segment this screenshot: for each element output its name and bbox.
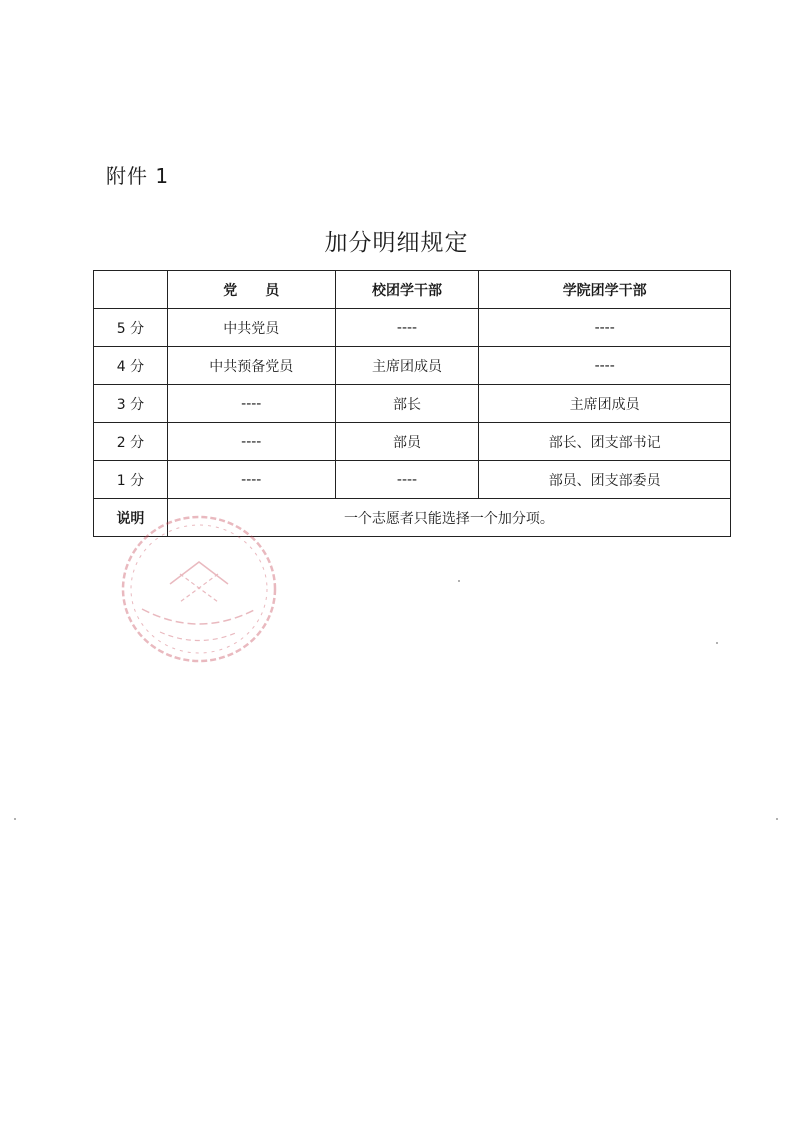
college-cell: 主席团成员	[479, 385, 731, 423]
school-cell: 部员	[335, 423, 479, 461]
attachment-label: 附件 1	[106, 164, 170, 188]
header-school-cadre: 校团学干部	[335, 271, 479, 309]
document-title: 加分明细规定	[324, 230, 469, 256]
table-row	[94, 423, 731, 461]
scan-speck	[776, 818, 778, 820]
party-cell: 中共党员	[167, 309, 335, 347]
scan-speck	[14, 818, 16, 820]
header-college-cadre: 学院团学干部	[479, 271, 731, 309]
college-cell: ----	[479, 347, 731, 385]
header-party-member: 党 员	[167, 271, 335, 309]
school-cell: ----	[335, 309, 479, 347]
official-seal-stamp	[120, 514, 278, 664]
party-cell: 中共预备党员	[167, 347, 335, 385]
scan-speck	[716, 642, 718, 644]
party-cell: ----	[167, 423, 335, 461]
score-cell: 1 分	[94, 461, 168, 499]
school-cell: 主席团成员	[335, 347, 479, 385]
table-row	[94, 347, 731, 385]
score-cell: 3 分	[94, 385, 168, 423]
table-row	[94, 385, 731, 423]
college-cell: 部员、团支部委员	[479, 461, 731, 499]
note-text: 一个志愿者只能选择一个加分项。	[167, 499, 730, 537]
score-cell: 5 分	[94, 309, 168, 347]
table-row	[94, 309, 731, 347]
party-cell: ----	[167, 461, 335, 499]
scan-speck	[458, 580, 460, 582]
party-cell: ----	[167, 385, 335, 423]
school-cell: 部长	[335, 385, 479, 423]
header-score	[94, 271, 168, 309]
table-header-row	[94, 271, 731, 309]
score-cell: 4 分	[94, 347, 168, 385]
score-cell: 2 分	[94, 423, 168, 461]
college-cell: ----	[479, 309, 731, 347]
table-row	[94, 461, 731, 499]
college-cell: 部长、团支部书记	[479, 423, 731, 461]
bonus-points-table	[93, 270, 731, 537]
school-cell: ----	[335, 461, 479, 499]
note-label: 说明	[94, 499, 168, 537]
